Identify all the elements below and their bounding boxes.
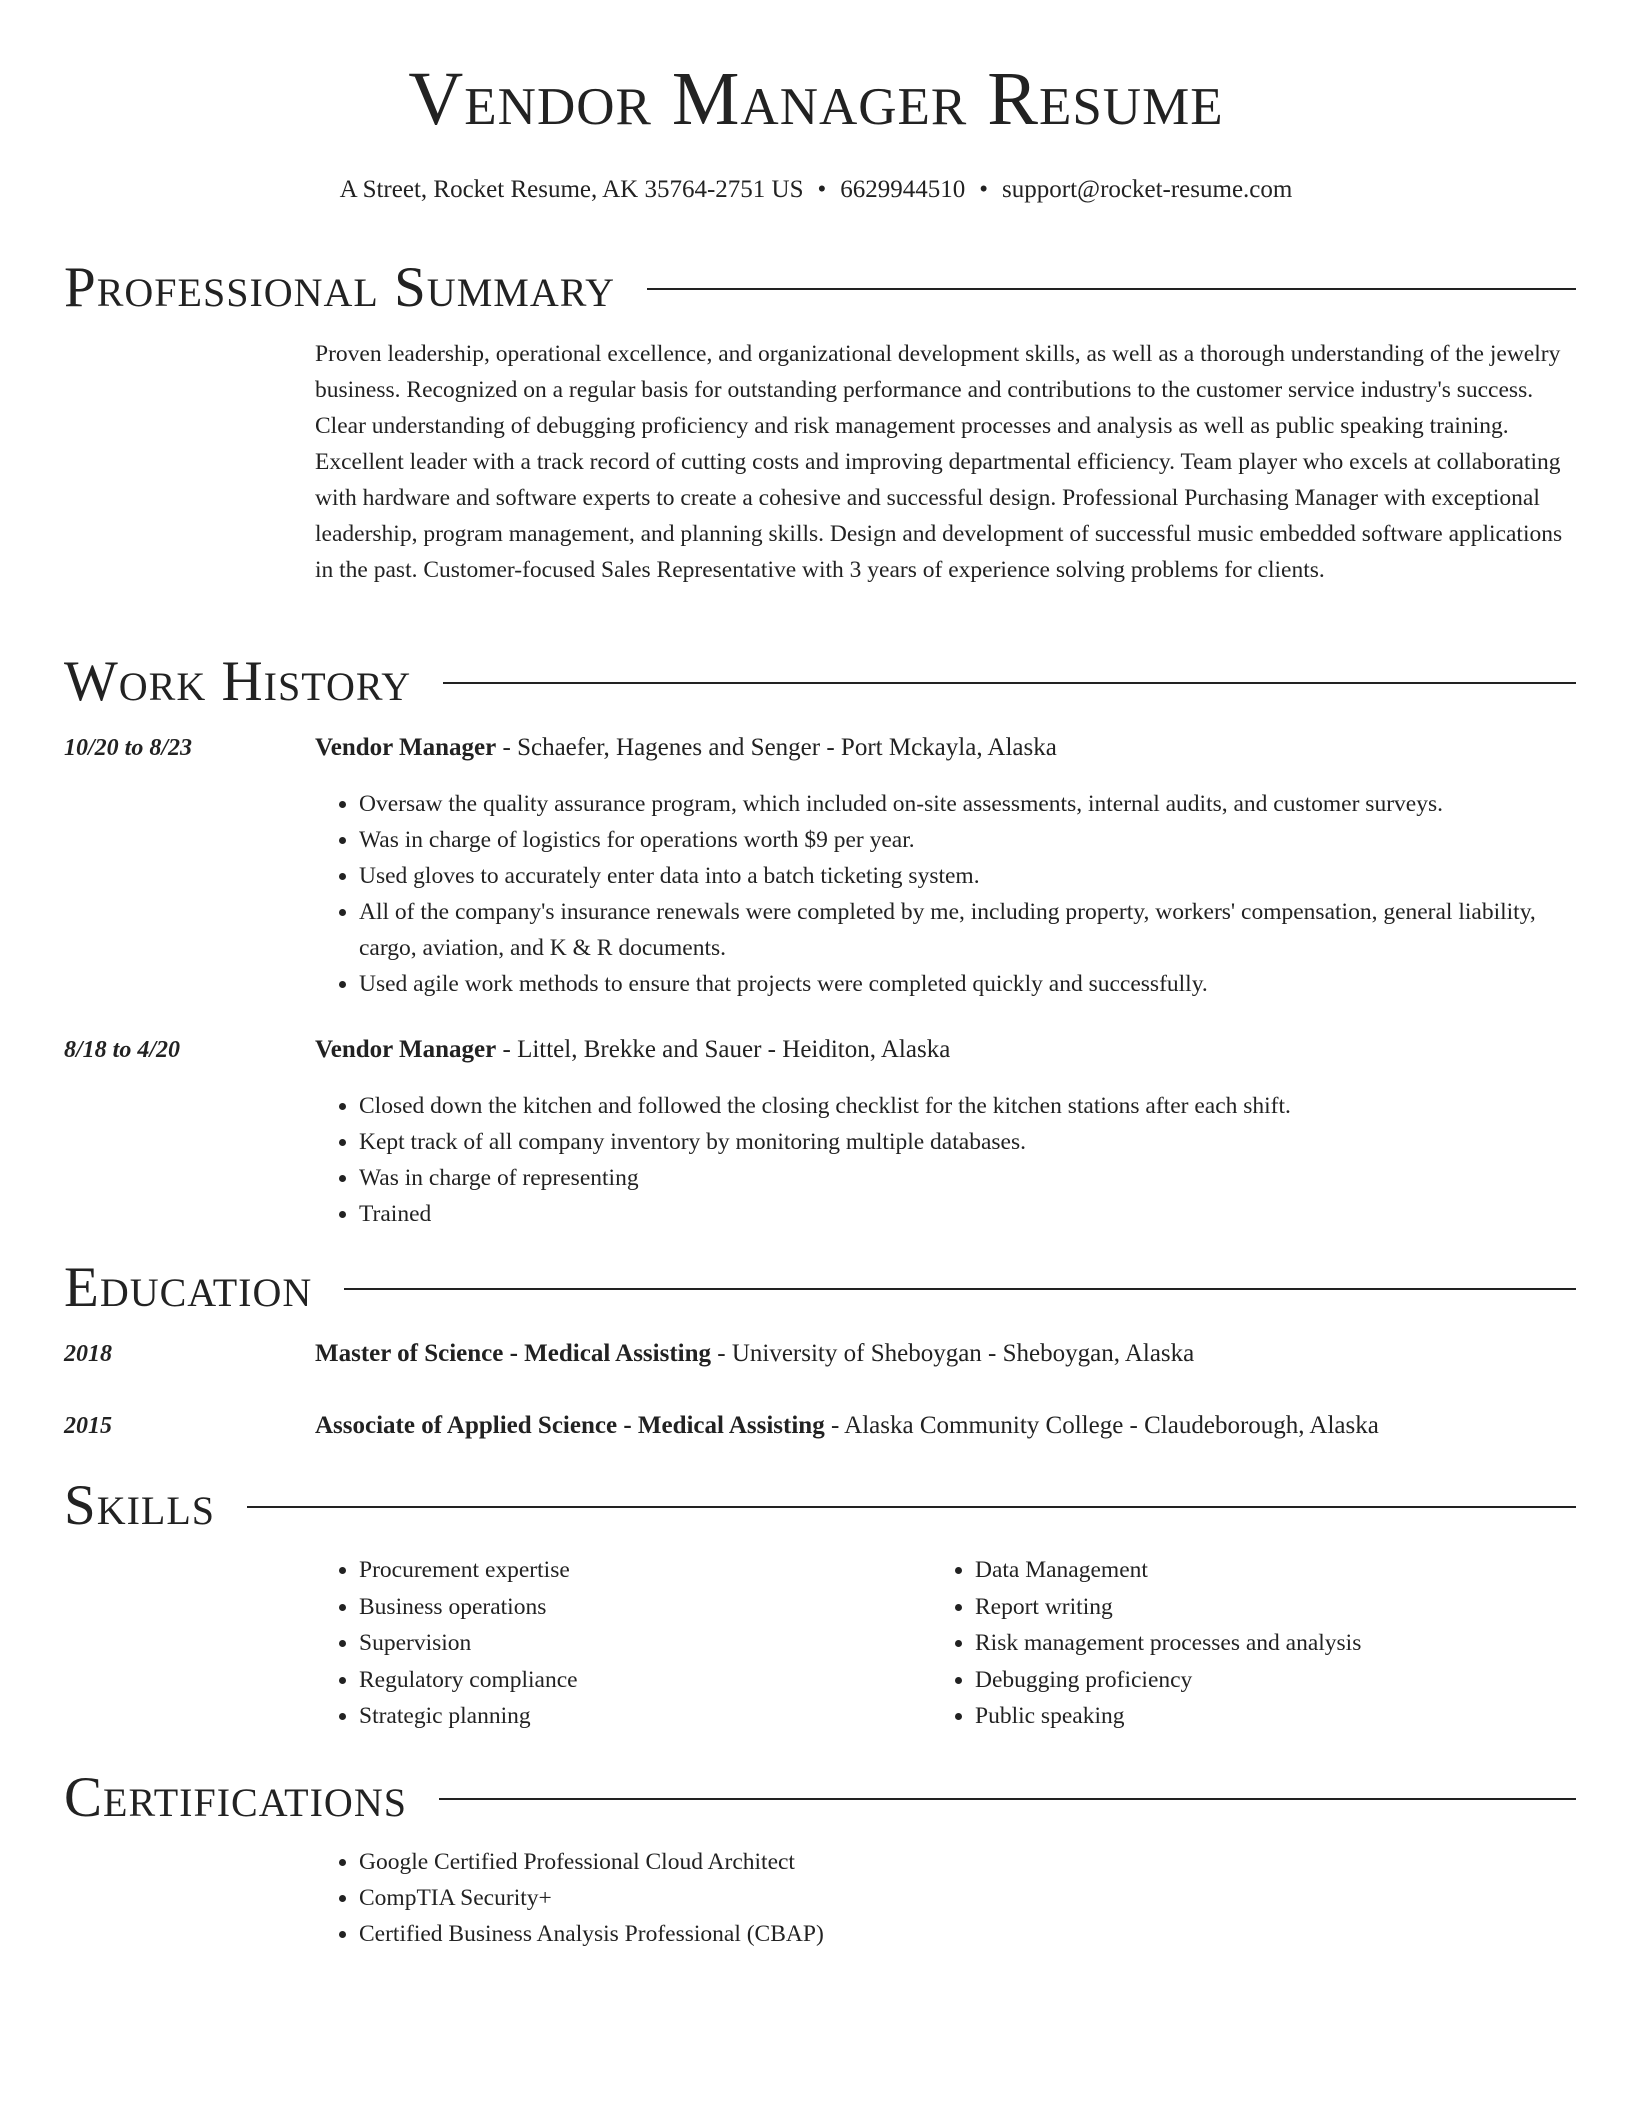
contact-address: A Street, Rocket Resume, AK 35764-2751 US [339,176,804,203]
work-heading: Work History [64,649,412,713]
list-item: • Strategic planning [359,1698,895,1735]
contact-phone: 6629944510 [840,176,966,203]
contact-line [0,175,1632,205]
education-degree: Associate of Applied Science - Medical Assisting [315,1412,825,1439]
education-entry [315,1408,1576,1444]
list-item: • Business operations [359,1589,895,1626]
job-employer: - Schaefer, Hagenes and Senger - Port Mckayla, Alaska [496,734,1057,761]
education-year: 2018 [64,1341,112,1367]
section-divider [647,288,1576,290]
skills-list-right [931,1552,1511,1735]
job-dates: 8/18 to 4/20 [64,1037,181,1063]
list-item: • Was in charge of logistics for operations worth $9 per year. [359,822,1576,858]
section-divider [439,1798,1576,1800]
job-title: Vendor Manager [315,1036,497,1063]
list-item: • Public speaking [975,1698,1511,1735]
list-item: • Closed down the kitchen and followed the closing checklist for the kitchen stations after each shift. [359,1088,1576,1124]
education-school: - Alaska Community College - Claudeborough, Alaska [824,1412,1379,1439]
job-employer: - Littel, Brekke and Sauer - Heiditon, Alaska [496,1036,951,1063]
resume-title: Vendor Manager Resume [408,57,1224,141]
job-bullets [315,786,1576,1002]
certifications-section-header [64,1762,1576,1832]
list-item: • All of the company's insurance renewals were completed by me, including property, workers' compensation, general liability, cargo, aviation, and K & R documents. [359,894,1576,966]
section-divider [247,1506,1576,1508]
job-title-line [315,1032,1576,1068]
education-school: - University of Sheboygan - Sheboygan, Alaska [711,1340,1195,1367]
list-item: • Used agile work methods to ensure that projects were completed quickly and successfully. [359,966,1576,1002]
job-title-line [315,730,1576,766]
skills-section-header [64,1470,1576,1540]
list-item: • Debugging proficiency [975,1662,1511,1699]
education-entry [315,1336,1576,1372]
list-item: • Used gloves to accurately enter data into a batch ticketing system. [359,858,1576,894]
job-dates: 10/20 to 8/23 [64,735,193,761]
list-item: • Was in charge of representing [359,1160,1576,1196]
list-item: • Google Certified Professional Cloud Architect [359,1844,1576,1880]
job-bullets [315,1088,1576,1232]
work-section-header [64,646,1576,716]
summary-heading: Professional Summary [64,255,616,319]
list-item: • Procurement expertise [359,1552,895,1589]
education-heading: Education [64,1255,313,1319]
list-item: • Report writing [975,1589,1511,1626]
education-section-header [64,1252,1576,1322]
list-item: • Oversaw the quality assurance program, which included on-site assessments, internal audits, and customer surveys. [359,786,1576,822]
summary-section-header [64,252,1576,322]
skills-list-left [315,1552,895,1735]
summary-text: Proven leadership, operational excellence, and organizational development skills, as well as a thorough understanding of the jewelry business. Recognized on a regular basis for outstanding performance and contributions to the customer service industry's success. Clear understanding of debugging proficiency and risk management processes and analysis as well as public speaking training. Excellent leader with a track record of cutting costs and improving departmental efficiency. Team player who excels at collaborating with hardware and software experts to create a cohesive and successful design. Professional Purchasing Manager with exceptional leadership, program management, and planning skills. Design and development of successful music embedded software applications in the past. Customer-focused Sales Representative with 3 years of experience solving problems for clients. [315,341,1563,583]
list-item: • Regulatory compliance [359,1662,895,1699]
certifications-list [315,1844,1576,1952]
list-item: • Certified Business Analysis Professional (CBAP) [359,1916,1576,1952]
skills-heading: Skills [64,1473,216,1537]
certifications-heading: Certifications [64,1765,407,1829]
section-divider [344,1288,1576,1290]
contact-email: support@rocket-resume.com [1002,176,1293,203]
list-item: • Trained [359,1196,1576,1232]
section-divider [443,682,1576,684]
list-item: • Data Management [975,1552,1511,1589]
list-item: • Supervision [359,1625,895,1662]
education-year: 2015 [64,1413,112,1439]
list-item: • CompTIA Security+ [359,1880,1576,1916]
contact-separator: • [979,176,989,203]
list-item: • Kept track of all company inventory by monitoring multiple databases. [359,1124,1576,1160]
contact-separator: • [817,176,827,203]
job-title: Vendor Manager [315,734,497,761]
education-degree: Master of Science - Medical Assisting [315,1340,711,1367]
list-item: • Risk management processes and analysis [975,1625,1511,1662]
